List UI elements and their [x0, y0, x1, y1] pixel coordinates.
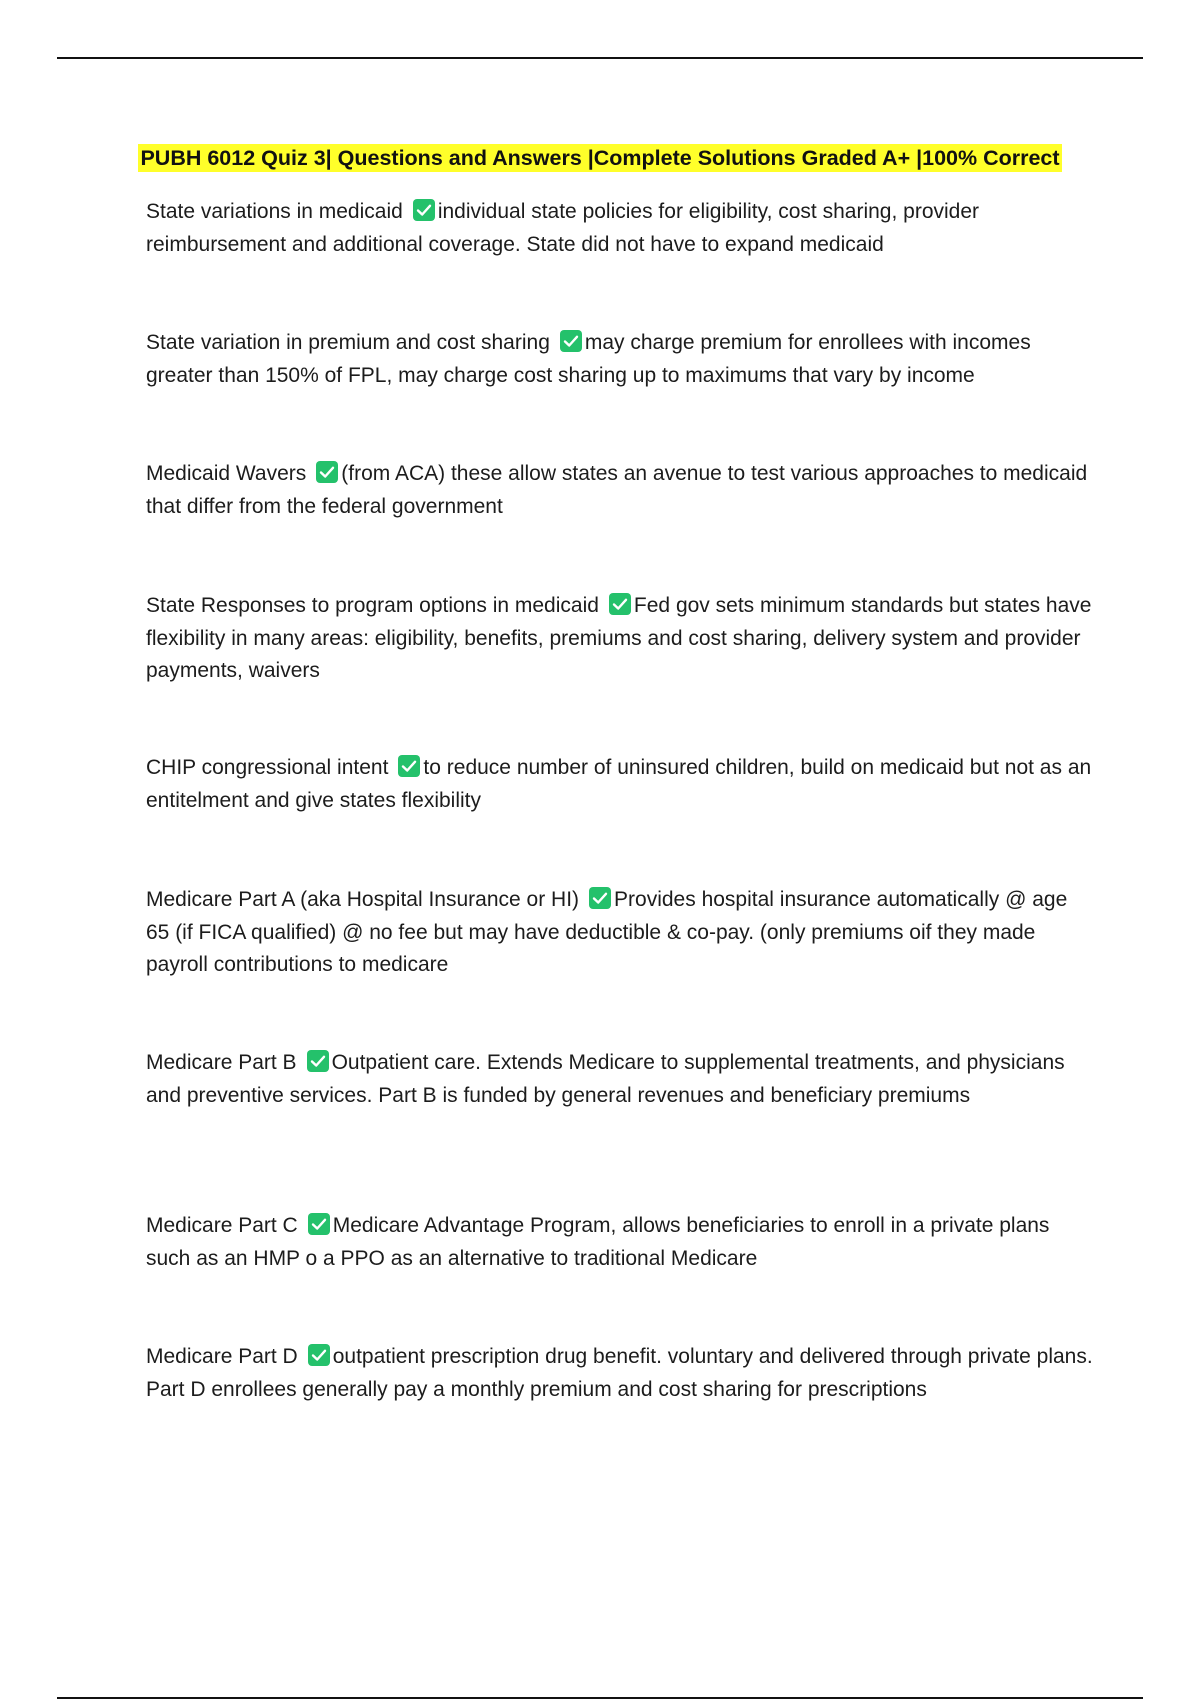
bottom-rule [57, 1697, 1143, 1699]
qa-entry [146, 458, 1096, 523]
answer-text: individual state policies for eligibility, cost sharing, provider reimbursement and additional coverage. State did not have to expand medicaid [146, 200, 980, 256]
qa-entry [146, 590, 1096, 688]
qa-entry [146, 1047, 1096, 1112]
question-term: State variations in medicaid [146, 200, 403, 223]
answer-text: Medicare Advantage Program, allows beneficiaries to enroll in a private plans such as an HMP o a PPO as an alternative to traditional Medicare [146, 1214, 1050, 1270]
answer-text: may charge premium for enrollees with incomes greater than 150% of FPL, may charge cost sharing up to maximums that vary by income [146, 331, 1031, 387]
question-term: State variation in premium and cost sharing [146, 331, 550, 354]
answer-text: outpatient prescription drug benefit. voluntary and delivered through private plans. Part D enrollees generally pay a monthly premium and cost sharing for prescriptions [146, 1345, 1093, 1401]
question-term: CHIP congressional intent [146, 756, 389, 779]
qa-entry [146, 752, 1096, 817]
qa-entry [146, 196, 1096, 261]
answer-text: (from ACA) these allow states an avenue to test various approaches to medicaid that differ from the federal government [146, 462, 1088, 518]
question-term: Medicare Part C [146, 1214, 298, 1237]
checkmark-icon [560, 330, 582, 352]
top-rule [57, 57, 1143, 59]
qa-entry [146, 1341, 1096, 1406]
question-term: Medicare Part D [146, 1345, 298, 1368]
qa-entry [146, 327, 1096, 392]
answer-text: Outpatient care. Extends Medicare to supplemental treatments, and physicians and preventive services. Part B is funded by general revenues and beneficiary premiums [146, 1051, 1065, 1107]
checkmark-icon [589, 887, 611, 909]
qa-entry [146, 1210, 1096, 1275]
answer-text: Fed gov sets minimum standards but states have flexibility in many areas: eligibility, benefits, premiums and cost sharing, delivery system and provider payments, waivers [146, 594, 1092, 682]
checkmark-icon [307, 1050, 329, 1072]
checkmark-icon [413, 199, 435, 221]
document-title: PUBH 6012 Quiz 3| Questions and Answers |Complete Solutions Graded A+ |100% Correct [140, 146, 1060, 170]
answer-text: Provides hospital insurance automatically @ age 65 (if FICA qualified) @ no fee but may have deductible & co-pay. (only premiums oif they made payroll contributions to medicare [146, 888, 1068, 976]
answer-text: to reduce number of uninsured children, build on medicaid but not as an entitelment and give states flexibility [146, 756, 1092, 812]
checkmark-icon [398, 755, 420, 777]
question-term: Medicare Part B [146, 1051, 297, 1074]
title-block [0, 144, 1200, 172]
question-term: Medicaid Wavers [146, 462, 307, 485]
question-term: State Responses to program options in medicaid [146, 594, 599, 617]
checkmark-icon [316, 461, 338, 483]
checkmark-icon [308, 1213, 330, 1235]
question-term: Medicare Part A (aka Hospital Insurance or HI) [146, 888, 580, 911]
qa-entry [146, 884, 1096, 982]
checkmark-icon [609, 593, 631, 615]
checkmark-icon [308, 1344, 330, 1366]
